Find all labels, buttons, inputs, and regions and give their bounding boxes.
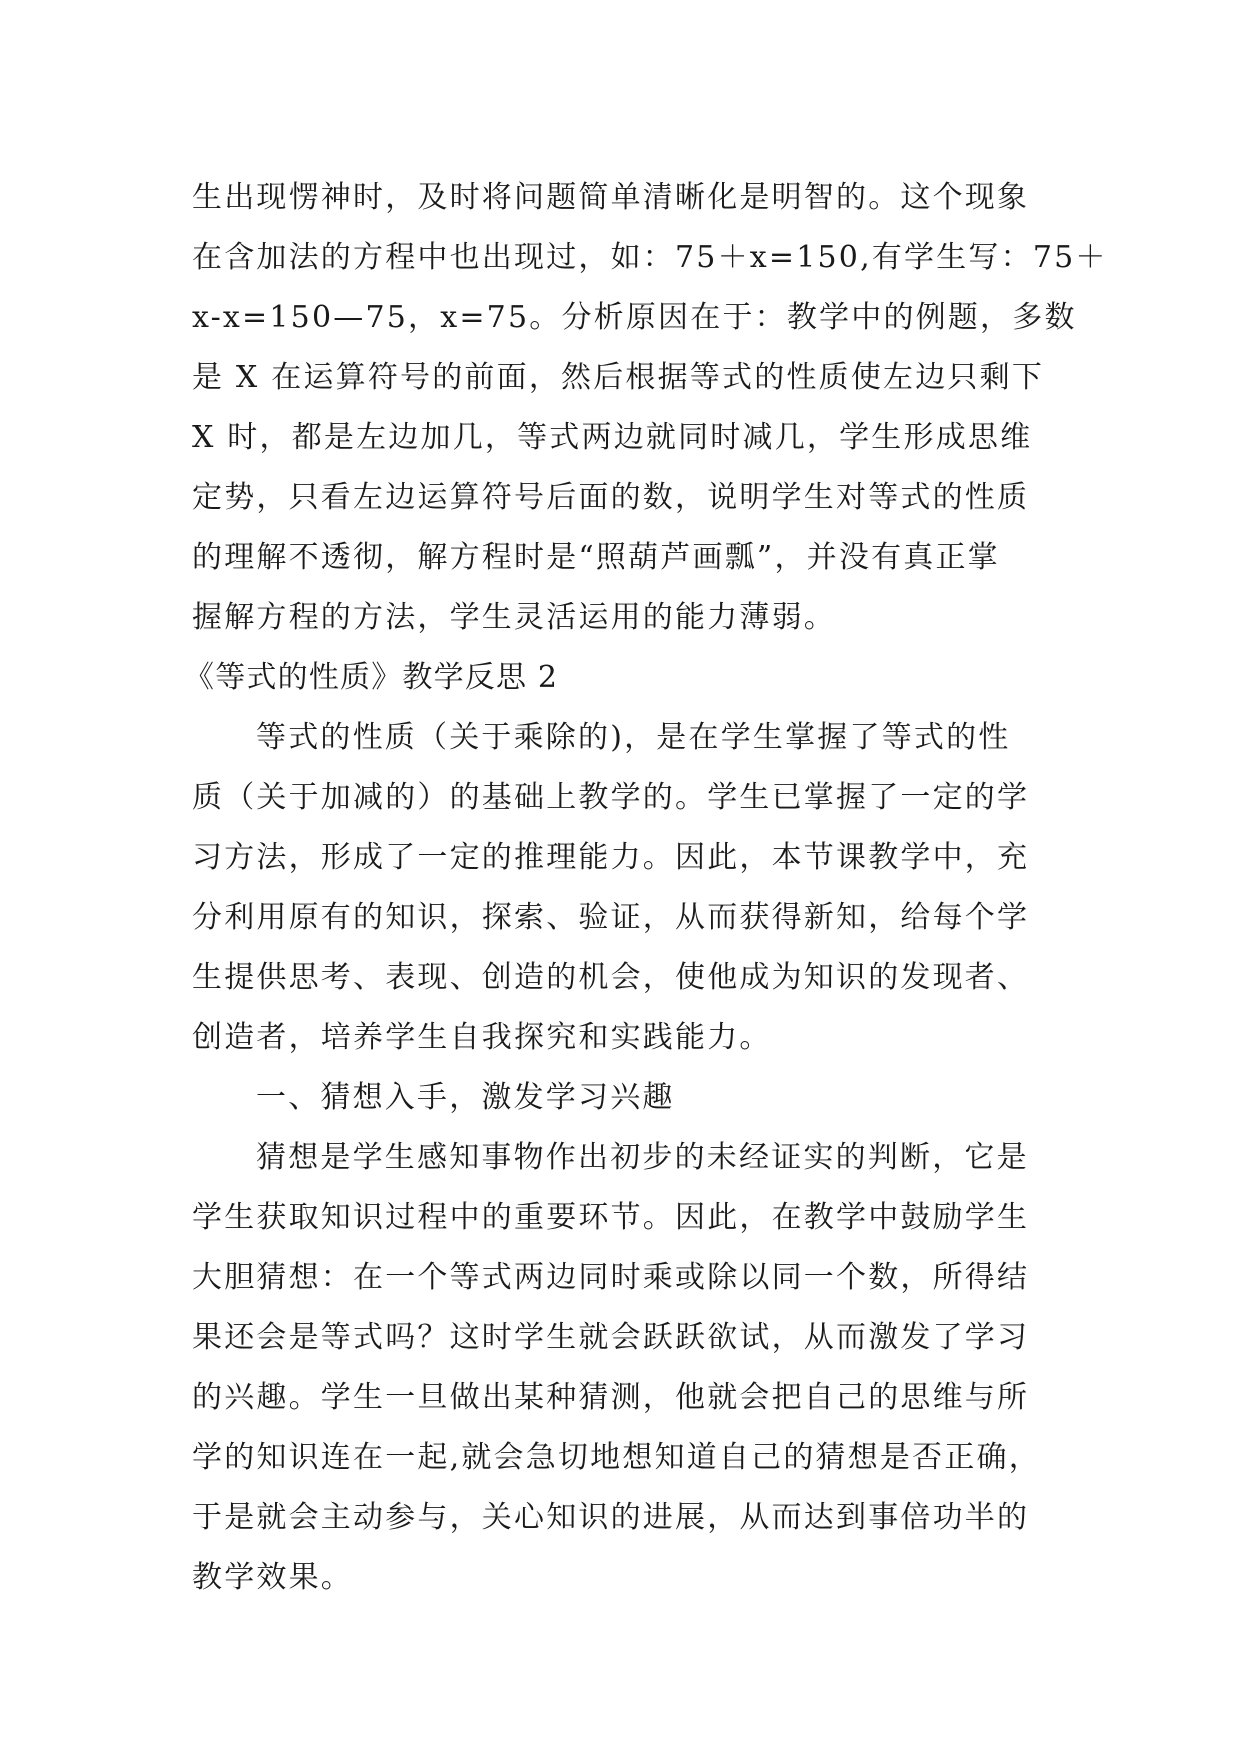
- paragraph-line: 于是就会主动参与，关心知识的进展，从而达到事倍功半的: [192, 1500, 1030, 1535]
- paragraph-line: 是 X 在运算符号的前面，然后根据等式的性质使左边只剩下: [192, 360, 1045, 395]
- paragraph-line: 等式的性质（关于乘除的)，是在学生掌握了等式的性: [256, 720, 1011, 755]
- paragraph-line: 质（关于加减的）的基础上教学的。学生已掌握了一定的学: [192, 780, 1030, 815]
- paragraph-line: 学的知识连在一起,就会急切地想知道自己的猜想是否正确，: [192, 1440, 1041, 1475]
- paragraph-line: 大胆猜想：在一个等式两边同时乘或除以同一个数，所得结: [192, 1260, 1030, 1295]
- section-title: 《等式的性质》教学反思 2: [184, 660, 559, 695]
- paragraph-line: 握解方程的方法，学生灵活运用的能力薄弱。: [192, 600, 836, 635]
- document-body: [184, 168, 1108, 1608]
- paragraph-line: 定势，只看左边运算符号后面的数，说明学生对等式的性质: [192, 480, 1030, 515]
- paragraph-line: 学生获取知识过程中的重要环节。因此，在教学中鼓励学生: [192, 1200, 1030, 1235]
- paragraph-line: 在含加法的方程中也出现过，如：75＋x=150,有学生写：75＋: [192, 240, 1108, 275]
- paragraph-line: 的兴趣。学生一旦做出某种猜测，他就会把自己的思维与所: [192, 1380, 1030, 1415]
- paragraph-line: 分利用原有的知识，探索、验证，从而获得新知，给每个学: [192, 900, 1030, 935]
- paragraph-line: 果还会是等式吗？这时学生就会跃跃欲试，从而激发了学习: [192, 1320, 1030, 1355]
- subheading: 一、猜想入手，激发学习兴趣: [256, 1080, 675, 1115]
- paragraph-line: 教学效果。: [192, 1560, 353, 1595]
- paragraph-line: 生提供思考、表现、创造的机会，使他成为知识的发现者、: [192, 960, 1030, 995]
- paragraph-line: x-x=150—75，x=75。分析原因在于：教学中的例题，多数: [192, 300, 1077, 335]
- paragraph-line: 的理解不透彻，解方程时是“照葫芦画瓢”，并没有真正掌: [192, 540, 1000, 575]
- paragraph-line: 猜想是学生感知事物作出初步的未经证实的判断，它是: [256, 1140, 1029, 1175]
- paragraph-line: X 时，都是左边加几，等式两边就同时减几，学生形成思维: [192, 420, 1033, 455]
- paragraph-line: 创造者，培养学生自我探究和实践能力。: [192, 1020, 772, 1055]
- paragraph-line: 习方法，形成了一定的推理能力。因此，本节课教学中，充: [192, 840, 1030, 875]
- paragraph-line: 生出现愣神时，及时将问题简单清晰化是明智的。这个现象: [192, 180, 1030, 215]
